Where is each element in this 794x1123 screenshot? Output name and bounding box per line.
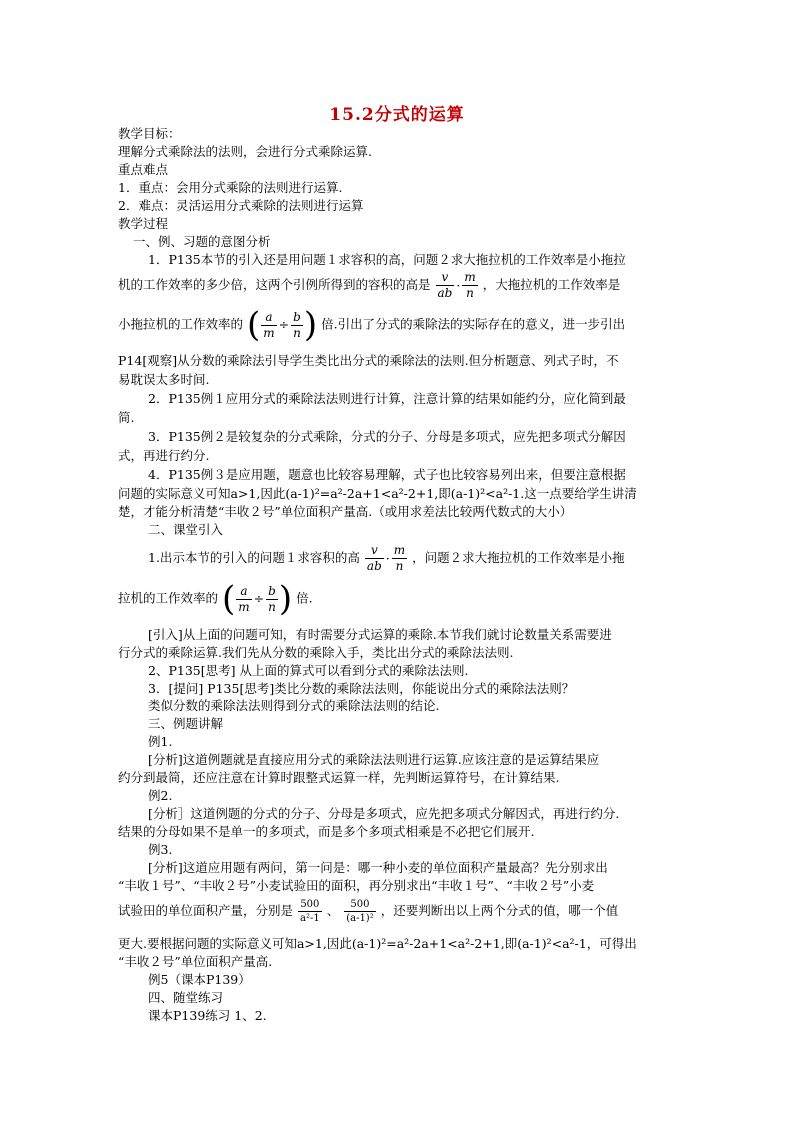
left-paren: ( [247, 305, 261, 345]
formula-500-over-a-minus-1-squared [343, 898, 377, 925]
divide-operator: ÷ [253, 591, 265, 606]
text-line: 2、P135[思考] 从上面的算式可以看到分式的乘除法法则. [148, 663, 469, 678]
formula-v-ab-times-m-n [435, 270, 479, 301]
numerator: v [365, 543, 384, 559]
text-line: 更大.要根据问题的实际意义可知a>1,因此(a-1)²=a²-2a+1<a²-2+1,即(a-1)²<a²-1，可得出 [118, 936, 637, 951]
fraction [261, 310, 276, 341]
text-span: ，大拖拉机的工作效率是 [482, 277, 621, 292]
text-line: 2．P135例１应用分式的乘除法法则进行计算，注意计算的结果如能约分，应化简到最 [148, 391, 626, 406]
text-span: 小拖拉机的工作效率的 [118, 316, 244, 332]
text-line: 3．[提问] P135[思考]类比分数的乘除法法则，你能说出分式的乘除法法则？ [148, 681, 575, 696]
text-line: 1．重点：会用分式乘除的法则进行运算. [118, 180, 343, 195]
numerator: 500 [298, 898, 322, 912]
text-line-with-formula [118, 270, 620, 301]
text-line: 式，再进行约分. [118, 448, 210, 463]
fraction [365, 543, 384, 574]
text-line: [引入]从上面的问题可知，有时需要分式运算的乘除.本节我们就讨论数量关系需要进 [148, 627, 612, 642]
text-span: 试验田的单位面积产量，分别是 [118, 903, 294, 918]
denominator: n [268, 599, 276, 614]
denominator: n [293, 325, 301, 340]
times-operator: · [385, 550, 390, 566]
fraction [236, 584, 251, 615]
text-line: “丰收１号”、“丰收２号”小麦试验田的面积，再分别求出“丰收１号”、“丰收２号”小麦 [118, 878, 595, 893]
denominator: m [263, 325, 275, 340]
section-heading-goals: 教学目标： [118, 126, 181, 141]
text-span: 拉机的工作效率的 [118, 590, 219, 606]
text-span: 机的工作效率的多少倍，这两个引例所得到的容积的高是 [118, 277, 431, 292]
text-line-with-formula [148, 543, 625, 574]
example-label: 例5（课本P139） [148, 972, 251, 987]
example-label: 例3. [148, 842, 173, 857]
denominator: a²-1 [300, 913, 320, 924]
subsection-heading: 二、课堂引入 [148, 522, 224, 537]
text-line: 2．难点：灵活运用分式乘除的法则进行运算 [118, 198, 364, 213]
separator: 、 [326, 903, 340, 918]
subsection-heading: 一、例、习题的意图分析 [133, 234, 271, 249]
text-span: 1.出示本节的引入的问题１求容积的高 [148, 550, 360, 565]
denominator: n [466, 286, 474, 300]
denominator: ab [437, 286, 453, 300]
text-span: ，问题２求大拖拉机的工作效率是小拖 [412, 550, 625, 565]
numerator: 500 [344, 898, 376, 912]
text-line: 简. [118, 410, 135, 425]
text-line: P14[观察]从分数的乘除法引导学生类比出分式的乘除法的法则.但分析题意、列式子时，不 [118, 353, 619, 368]
text-line: 问题的实际意义可知a>1,因此(a-1)²=a²-2a+1<a²-2+1,即(a-1)²<a²-1.这一点要给学生讲清 [118, 486, 637, 501]
subsection-heading: 四、随堂练习 [148, 990, 224, 1005]
subsection-heading: 三、例题讲解 [148, 716, 224, 731]
fraction [392, 543, 407, 574]
text-line: 4．P135例３是应用题，题意也比较容易理解，式子也比较容易列出来，但要注意根据 [148, 467, 626, 482]
section-heading-process: 教学过程 [118, 216, 169, 231]
formula-a-m-div-b-n [222, 579, 293, 619]
numerator: m [464, 270, 476, 284]
text-line: 课本P139练习 1、2. [148, 1008, 267, 1023]
fraction [344, 898, 376, 925]
denominator: n [395, 559, 404, 573]
text-line: 楚，才能分析清楚“丰收２号”单位面积产量高.（或用求差法比较两代数式的大小） [118, 504, 573, 519]
numerator: v [436, 270, 455, 286]
text-line: 易耽误太多时间. [118, 372, 210, 387]
numerator: b [291, 310, 303, 326]
text-line: [分析]这道应用题有两问，第一问是：哪一种小麦的单位面积产量最高？先分别求出 [148, 860, 608, 875]
text-line: 3．P135例２是较复杂的分式乘除，分式的分子、分母是多项式，应先把多项式分解因 [148, 429, 626, 444]
fraction [436, 270, 455, 301]
text-span: 倍. [296, 590, 313, 606]
text-line: [分析］这道例题的分式的分子、分母是多项式，应先把多项式分解因式，再进行约分. [148, 806, 620, 821]
text-line: 理解分式乘除法的法则，会进行分式乘除运算. [118, 144, 372, 159]
text-line: 行分式的乘除运算.我们先从分数的乘除入手，类比出分式的乘除法法则. [118, 645, 514, 660]
right-paren: ) [278, 579, 293, 619]
text-span: ，还要判断出以上两个分式的值，哪一个值 [380, 903, 619, 918]
text-line: 类似分数的乘除法法则得到分式的乘除法法则的结论. [148, 698, 440, 713]
denominator: m [238, 599, 250, 614]
text-line: 1．P135本节的引入还是用问题１求容积的高，问题２求大拖拉机的工作效率是小拖拉 [148, 252, 626, 267]
text-line-with-formula [118, 579, 313, 619]
formula-v-ab-times-m-n [364, 543, 408, 574]
numerator: a [236, 584, 251, 600]
denominator: (a-1)² [346, 913, 374, 924]
fraction [291, 310, 303, 341]
text-line-with-formula [118, 305, 626, 345]
divide-operator: ÷ [278, 317, 290, 332]
example-label: 例1. [148, 734, 173, 749]
text-span: 倍.引出了分式的乘除法的实际存在的意义，进一步引出 [321, 316, 626, 332]
times-operator: · [456, 277, 461, 293]
text-line-with-formula [118, 898, 618, 925]
fraction [266, 584, 278, 615]
formula-a-m-div-b-n [247, 305, 318, 345]
text-line: 结果的分母如果不是单一的多项式，而是多个多项式相乘是不必把它们展开. [118, 824, 535, 839]
numerator: a [261, 310, 276, 326]
fraction [298, 898, 322, 925]
example-label: 例2. [148, 788, 173, 803]
text-line: “丰收２号”单位面积产量高. [118, 954, 273, 969]
denominator: ab [366, 559, 382, 573]
left-paren: ( [222, 579, 236, 619]
numerator: b [266, 584, 278, 600]
right-paren: ) [303, 305, 318, 345]
text-line: 约分到最简，还应注意在计算时跟整式运算一样，先判断运算符号，在计算结果. [118, 770, 560, 785]
text-line: [分析]这道例题就是直接应用分式的乘除法法则进行运算.应该注意的是运算结果应 [148, 752, 600, 767]
formula-500-over-a2-minus-1 [297, 898, 323, 925]
page-title: 15.2分式的运算 [329, 105, 465, 125]
section-heading-key-points: 重点难点 [118, 162, 169, 177]
fraction [462, 270, 477, 301]
numerator: m [393, 543, 406, 557]
